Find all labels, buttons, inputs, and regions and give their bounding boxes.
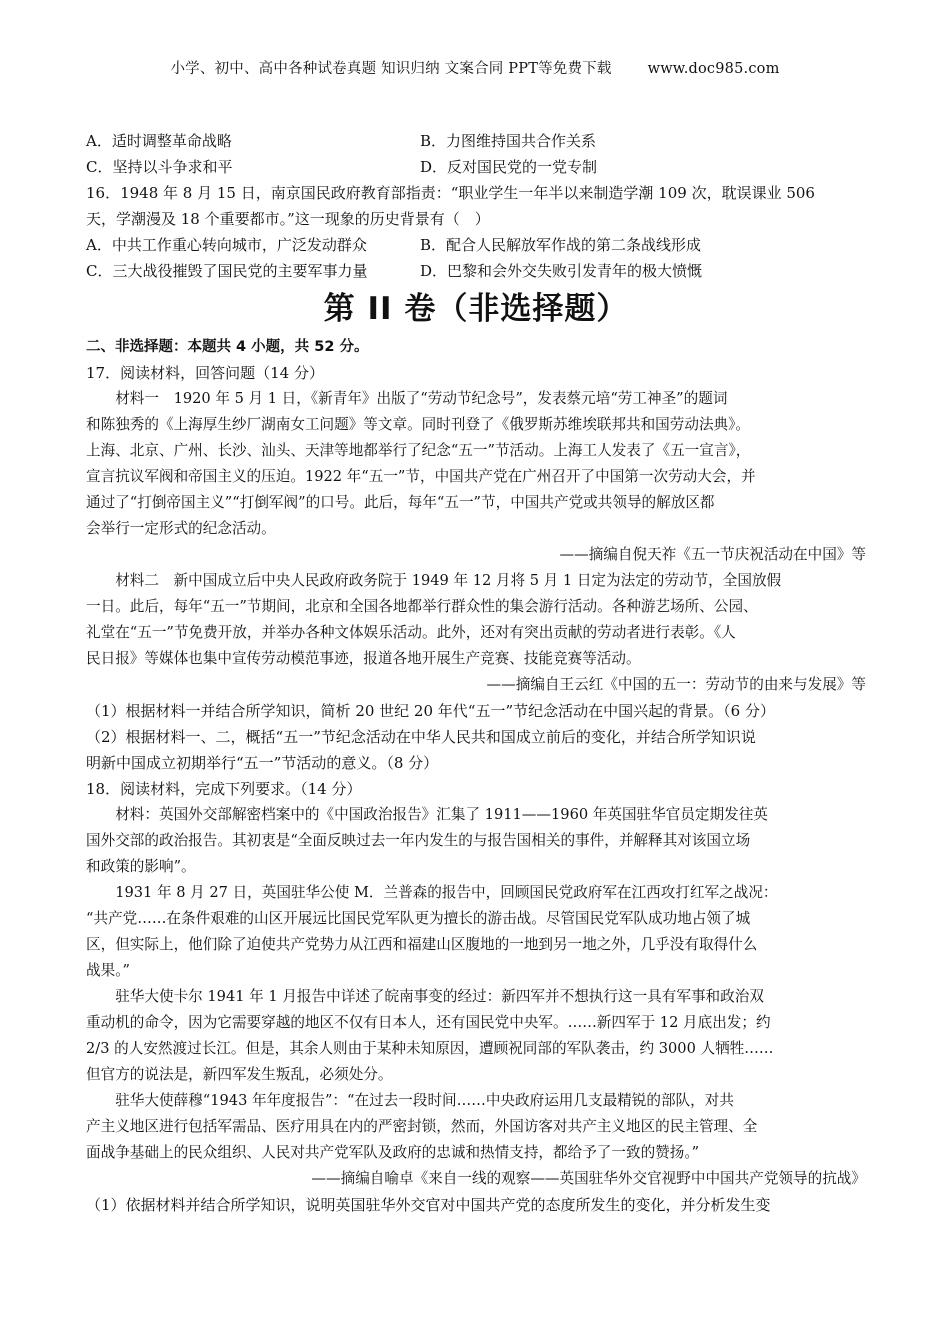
q17-m1-line: 会举行一定形式的纪念活动。	[86, 520, 276, 537]
q15-option-a: A．适时调整革命战略	[86, 132, 232, 150]
q18-p1-line: 材料：英国外交部解密档案中的《中国政治报告》汇集了 1911——1960 年英国驻华官员定期发往英	[115, 806, 768, 823]
q18-p3-line: 驻华大使卡尔 1941 年 1 月报告中详述了皖南事变的经过：新四军并不想执行这一具有军事和政治双	[115, 988, 764, 1005]
q18-paragraph-2	[86, 880, 866, 984]
q18-p4-line: 面战争基础上的民众组织、人民对共产党军队及政府的忠诚和热情支持，都给予了一致的赞扬。”	[86, 1144, 700, 1161]
q17-m2-line: 礼堂在“五一”节免费开放，并举办各种文体娱乐活动。此外，还对有突出贡献的劳动者进行表彰。《人	[86, 624, 736, 641]
q15-option-b: B．力图维持国共合作关系	[420, 132, 597, 150]
q18-paragraph-3	[86, 984, 866, 1088]
q15-options-row-1	[86, 128, 866, 154]
q17-m2-line: 民日报》等媒体也集中宣传劳动模范事迹，报道各地开展生产竞赛、技能竞赛等活动。	[86, 650, 641, 667]
q18-p2-line: 战果。”	[86, 962, 130, 979]
q18-p3-line: 但官方的说法是，新四军发生叛乱，必须处分。	[86, 1066, 393, 1083]
q16-stem-line-1: 16．1948 年 8 月 15 日，南京国民政府教育部指责：“职业学生一年半以来制造学潮 109 次，耽误课业 506	[86, 184, 815, 202]
q16-option-a: A．中共工作重心转向城市，广泛发动群众	[86, 236, 367, 254]
q18-p2-line: 1931 年 8 月 27 日，英国驻华公使 M．兰普森的报告中，回顾国民党政府军在江西攻打红军之战况：	[115, 884, 778, 901]
q16-option-c: C．三大战役摧毁了国民党的主要军事力量	[86, 262, 368, 280]
q17-m2-line: 一日。此后，每年“五一”节期间，北京和全国各地都举行群众性的集会游行活动。各种游艺场所、公园、	[86, 598, 758, 615]
q18-p2-line: 区，但实际上，他们除了迫使共产党势力从江西和福建山区腹地的一地到另一地之外，几乎没有取得什么	[86, 936, 758, 953]
q17-material-1	[86, 386, 866, 542]
q18-paragraph-1	[86, 802, 866, 880]
q17-m2-source: ——摘编自王云红《中国的五一：劳动节的由来与发展》等	[486, 676, 866, 693]
page-content	[86, 128, 866, 1218]
q18-title: 18．阅读材料，完成下列要求。（14 分）	[86, 780, 362, 798]
q16-options-row-1	[86, 232, 866, 258]
q15-option-c: C．坚持以斗争求和平	[86, 158, 233, 176]
q18-p1-line: 国外交部的政治报告。其初衷是“全面反映过去一年内发生的与报告国相关的事件，并解释其对该国立场	[86, 832, 751, 849]
q17-m1-line: 和陈独秀的《上海厚生纱厂湖南女工问题》等文章。同时刊登了《俄罗斯苏维埃联邦共和国劳动法典》。	[86, 416, 751, 433]
q17-question-1: （1）根据材料一并结合所学知识，简析 20 世纪 20 年代“五一”节纪念活动在中国兴起的背景。（6 分）	[86, 702, 775, 720]
q17-material-2	[86, 568, 866, 672]
q18-p1-line: 和政策的影响”。	[86, 858, 196, 875]
q18-p2-line: “共产党……在条件艰难的山区开展远比国民党军队更为擅长的游击战。尽管国民党军队成功地占领了城	[86, 910, 751, 927]
q16-option-b: B．配合人民解放军作战的第二条战线形成	[420, 236, 702, 254]
header-text: 小学、初中、高中各种试卷真题 知识归纳 文案合同 PPT等免费下载	[170, 61, 612, 77]
q18-p4-line: 产主义地区进行包括军需品、医疗用具在内的严密封锁，然而，外国访客对共产主义地区的民主管理、全	[86, 1118, 758, 1135]
q18-p3-line: 2/3 的人安然渡过长江。但是，其余人则由于某种未知原因，遭顾祝同部的军队袭击，约 3000 人牺牲……	[86, 1040, 774, 1057]
q17-m1-line: 通过了“打倒帝国主义”“打倒军阀”的口号。此后，每年“五一”节，中国共产党或共领导的解放区都	[86, 494, 715, 511]
q17-m1-source: ——摘编自倪天祚《五一节庆祝活动在中国》等	[559, 546, 866, 563]
q17-m1-line: 宣言抗议军阀和帝国主义的压迫。1922 年“五一”节，中国共产党在广州召开了中国第一次劳动大会，并	[86, 468, 756, 485]
q17-title: 17．阅读材料，回答问题（14 分）	[86, 364, 324, 382]
part-heading: 二、非选择题：本题共 4 小题，共 52 分。	[86, 339, 369, 355]
q15-options-row-2	[86, 154, 866, 180]
q17-m2-line: 材料二 新中国成立后中央人民政府政务院于 1949 年 12 月将 5 月 1 日定为法定的劳动节，全国放假	[115, 572, 782, 589]
q17-m1-line: 材料一 1920 年 5 月 1 日，《新青年》出版了“劳动节纪念号”，发表蔡元培“劳工神圣”的题词	[115, 390, 728, 407]
q17-question-2-line-1: （2）根据材料一、二，概括“五一”节纪念活动在中华人民共和国成立前后的变化，并结合所学知识说	[86, 728, 756, 746]
q18-paragraph-4	[86, 1088, 866, 1166]
q17-m1-line: 上海、北京、广州、长沙、汕头、天津等地都举行了纪念“五一”节活动。上海工人发表了《五一宣言》，	[86, 442, 751, 459]
section-title: 第 II 卷（非选择题）	[323, 291, 629, 327]
q16-option-d: D．巴黎和会外交失败引发青年的极大愤慨	[420, 262, 703, 280]
q18-p4-line: 驻华大使薛穆“1943 年年度报告”：“在过去一段时间……中央政府运用几支最精锐的部队，对共	[115, 1092, 734, 1109]
q18-source: ——摘编自喻卓《来自一线的观察——英国驻华外交官视野中中国共产党领导的抗战》	[311, 1170, 866, 1187]
page-header	[0, 57, 950, 78]
q16-stem-line-2: 天，学潮漫及 18 个重要都市。”这一现象的历史背景有（ ）	[86, 210, 490, 228]
header-url[interactable]: www.doc985.com	[647, 61, 780, 77]
q16-options-row-2	[86, 258, 866, 284]
q15-option-d: D．反对国民党的一党专制	[420, 158, 598, 176]
q17-question-2-line-2: 明新中国成立初期举行“五一”节活动的意义。（8 分）	[86, 754, 439, 772]
q18-question-1: （1）依据材料并结合所学知识，说明英国驻华外交官对中国共产党的态度所发生的变化，并分析发生变	[86, 1196, 771, 1214]
q18-p3-line: 重动机的命令，因为它需要穿越的地区不仅有日本人，还有国民党中央军。……新四军于 12 月底出发；约	[86, 1014, 771, 1031]
